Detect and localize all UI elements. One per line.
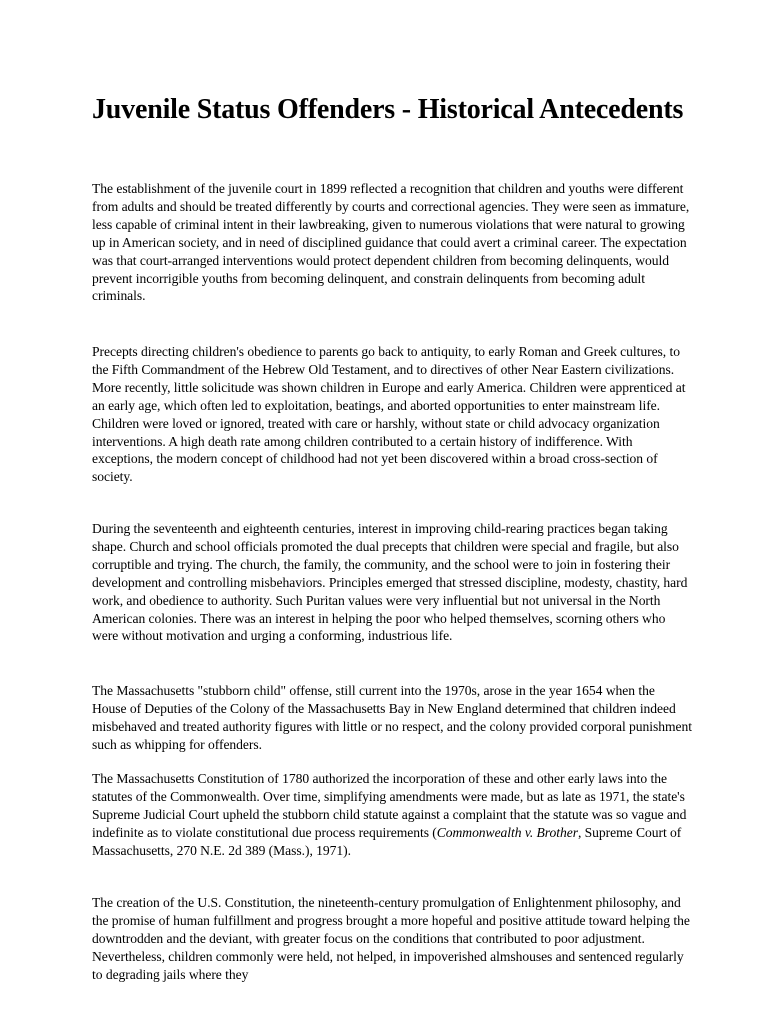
paragraph-text: The Massachusetts Constitution of 1780 authorized the incorporation of these and other early laws into the statutes of the Commonwealth. Over time, simplifying amendments were made, but as late as 1971, the state's Supreme Judicial Court upheld the stubborn child statute against a complaint that the statute was so vague and indefinite as to violate constitutional due process requirements ( [92,771,687,840]
document-title: Juvenile Status Offenders - Historical Antecedents [92,94,684,125]
case-citation: Commonwealth v. Brother [436,824,578,840]
document-page [92,92,692,982]
paragraph-juvenile-court-1899: The establishment of the juvenile court in 1899 reflected a recognition that children and youths were different from adults and should be treated differently by courts and correctional agencies. They were seen as immature, less capable of criminal intent in their lawbreaking, given to numerous violations that were natural to growing up in American society, and in need of disciplined guidance that could avert a criminal career. The expectation was that court-arranged interventions would protect dependent children from becoming delinquents, would prevent incorrigible youths from becoming delinquent, and constrain delinquents from becoming adult criminals. [92,181,690,304]
paragraph-precepts-antiquity: Precepts directing children's obedience to parents go back to antiquity, to early Roman and Greek cultures, to the Fifth Commandment of the Hebrew Old Testament, and to directives of other Near Eastern civilizations. More recently, little solicitude was shown children in Europe and early America. Children were apprenticed at an early age, which often led to exploitation, beatings, and aborted opportunities to enter mainstream life. Children were loved or ignored, treated with care or harshly, without state or child advocacy organization interventions. A high death rate among children contributed to a certain history of indifference. With exceptions, the modern concept of childhood had not yet been discovered within a broad cross-section of society. [92,344,686,485]
paragraph-text: , Supreme Court of Massachusetts, 270 N.E. 2d 389 (Mass.), 1971). [92,824,682,858]
paragraph-massachusetts-constitution [92,770,692,860]
paragraph-17th-18th-centuries: During the seventeenth and eighteenth centuries, interest in improving child-rearing practices began taking shape. Church and school officials promoted the dual precepts that children were special and fragile, but also corruptible and trying. The church, the family, the community, and the school were to join in fostering their development and controlling misbehaviors. Principles emerged that stressed discipline, modesty, chastity, hard work, and obedience to authority. Such Puritan values were very influential but not universal in the North American colonies. There was an interest in helping the poor who helped themselves, scorning others who were without motivation and urging a conforming, industrious life. [92,521,688,644]
paragraph-stubborn-child-offense: The Massachusetts "stubborn child" offense, still current into the 1970s, arose in the year 1654 when the House of Deputies of the Colony of the Massachusetts Bay in New England determined that children indeed misbehaved and treated authority figures with little or no respect, and the colony provided corporal punishment such as whipping for offenders. [92,683,692,752]
paragraph-us-constitution: The creation of the U.S. Constitution, the nineteenth-century promulgation of Enlightenment philosophy, and the promise of human fulfillment and progress brought a more hopeful and positive attitude toward helping the downtrodden and the deviant, with greater focus on the conditions that contributed to poor adjustment. Nevertheless, children commonly were held, not helped, in impoverished almshouses and sentenced regularly to degrading jails where they [92,895,690,982]
